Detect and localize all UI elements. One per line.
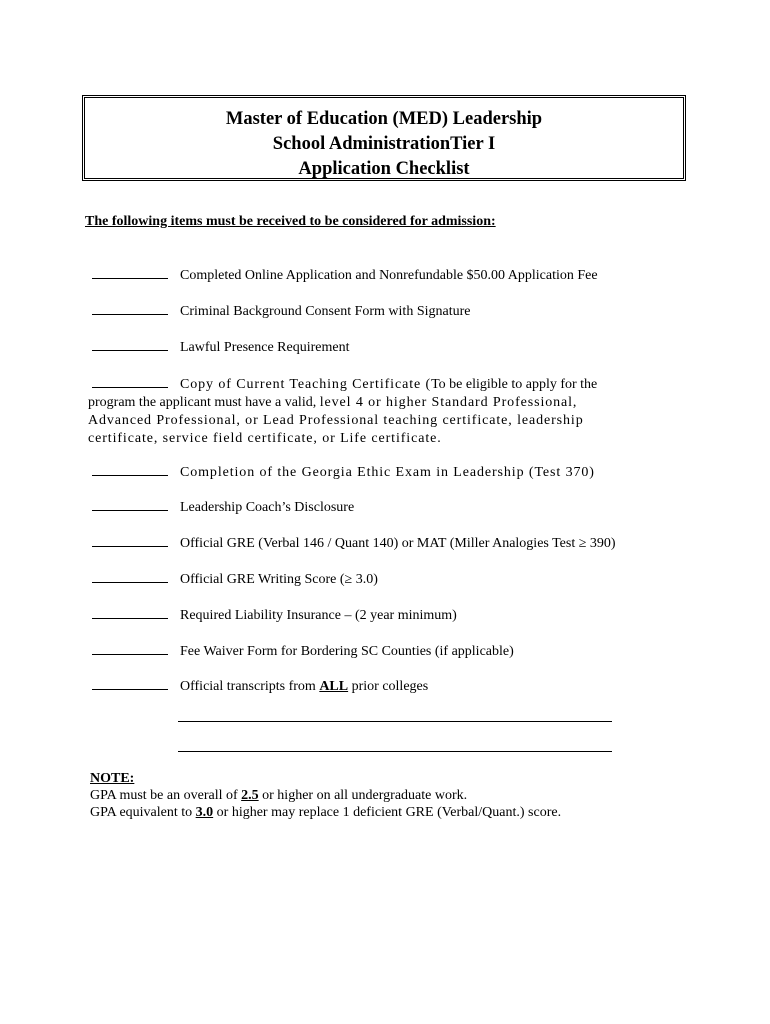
check-blank[interactable]: [92, 536, 168, 547]
note-text: or higher may replace 1 deficient GRE (Verbal/Quant.) score.: [213, 805, 562, 820]
check-blank[interactable]: [92, 304, 168, 315]
blank-line-2[interactable]: [178, 751, 612, 752]
note-line-2: [90, 804, 561, 821]
checklist-item-label: Official GRE Writing Score (≥ 3.0): [180, 572, 378, 587]
checklist-item-label: Leadership Coach’s Disclosure: [180, 500, 355, 515]
certificate-line-1a: Copy of Current Teaching Certificate (: [180, 377, 432, 392]
checklist-item-ethics-exam: [92, 465, 595, 481]
intro-heading: The following items must be received to be considered for admission:: [85, 214, 496, 229]
certificate-line-2b: level 4 or higher Standard Professional,: [319, 395, 578, 410]
blank-line-1[interactable]: [178, 721, 612, 722]
check-blank[interactable]: [92, 268, 168, 279]
check-blank[interactable]: [92, 500, 168, 511]
checklist-item-gre-writing: [92, 572, 378, 588]
certificate-line-4: certificate, service field certificate, or Life certificate.: [88, 431, 442, 446]
checklist-item-gre-mat: [92, 536, 616, 552]
title-line-1: Master of Education (MED) Leadership: [225, 109, 543, 129]
checklist-item-suffix: prior colleges: [348, 679, 429, 694]
checklist-item-fee-waiver: [92, 644, 514, 660]
checklist-item-liability-insurance: [92, 608, 457, 624]
check-blank[interactable]: [92, 679, 168, 690]
checklist-item-label: Official GRE (Verbal 146 / Quant 140) or MAT (Miller Analogies Test ≥ 390): [180, 536, 616, 551]
checklist-item-certificate: [88, 376, 652, 448]
check-blank[interactable]: [92, 644, 168, 655]
note-section: [90, 770, 561, 821]
checklist-item-label: Completed Online Application and Nonrefundable $50.00 Application Fee: [180, 268, 598, 283]
check-blank[interactable]: [92, 608, 168, 619]
certificate-line-1b: To be eligible to apply for the: [431, 377, 598, 392]
note-text: GPA equivalent to: [90, 805, 196, 820]
title-box: [82, 95, 686, 181]
checklist-item-label: Required Liability Insurance – (2 year minimum): [180, 608, 457, 623]
check-blank[interactable]: [92, 340, 168, 351]
title-line-3: Application Checklist: [298, 159, 470, 179]
title-line-2: School AdministrationTier I: [272, 134, 496, 154]
check-blank[interactable]: [92, 572, 168, 583]
checklist-item-label: Fee Waiver Form for Bordering SC Counties (if applicable): [180, 644, 514, 659]
checklist-item-label: Lawful Presence Requirement: [180, 340, 350, 355]
note-text: or higher on all undergraduate work.: [258, 788, 468, 803]
note-text: GPA must be an overall of: [90, 788, 242, 803]
certificate-line-3: Advanced Professional, or Lead Professional teaching certificate, leadership: [88, 413, 584, 428]
checklist-item-coach-disclosure: [92, 500, 354, 516]
checklist-item-lawful-presence: [92, 340, 350, 356]
checklist-item-label: Official transcripts from: [180, 679, 320, 694]
check-blank[interactable]: [92, 377, 168, 388]
note-line-1: [90, 787, 561, 804]
check-blank[interactable]: [92, 465, 168, 476]
emphasis-all: ALL: [319, 679, 349, 694]
note-label: NOTE:: [90, 771, 135, 786]
checklist-item-transcripts: [92, 679, 428, 695]
checklist-item-label: Criminal Background Consent Form with Signature: [180, 304, 471, 319]
checklist-item-label: Completion of the Georgia Ethic Exam in Leadership (Test 370): [180, 465, 595, 480]
checklist-item-application: [92, 268, 598, 284]
checklist-item-background: [92, 304, 470, 320]
certificate-line-2a: program the applicant must have a valid,: [88, 395, 320, 410]
gpa-value: 2.5: [241, 788, 259, 803]
gpa-equivalent-value: 3.0: [195, 805, 214, 820]
